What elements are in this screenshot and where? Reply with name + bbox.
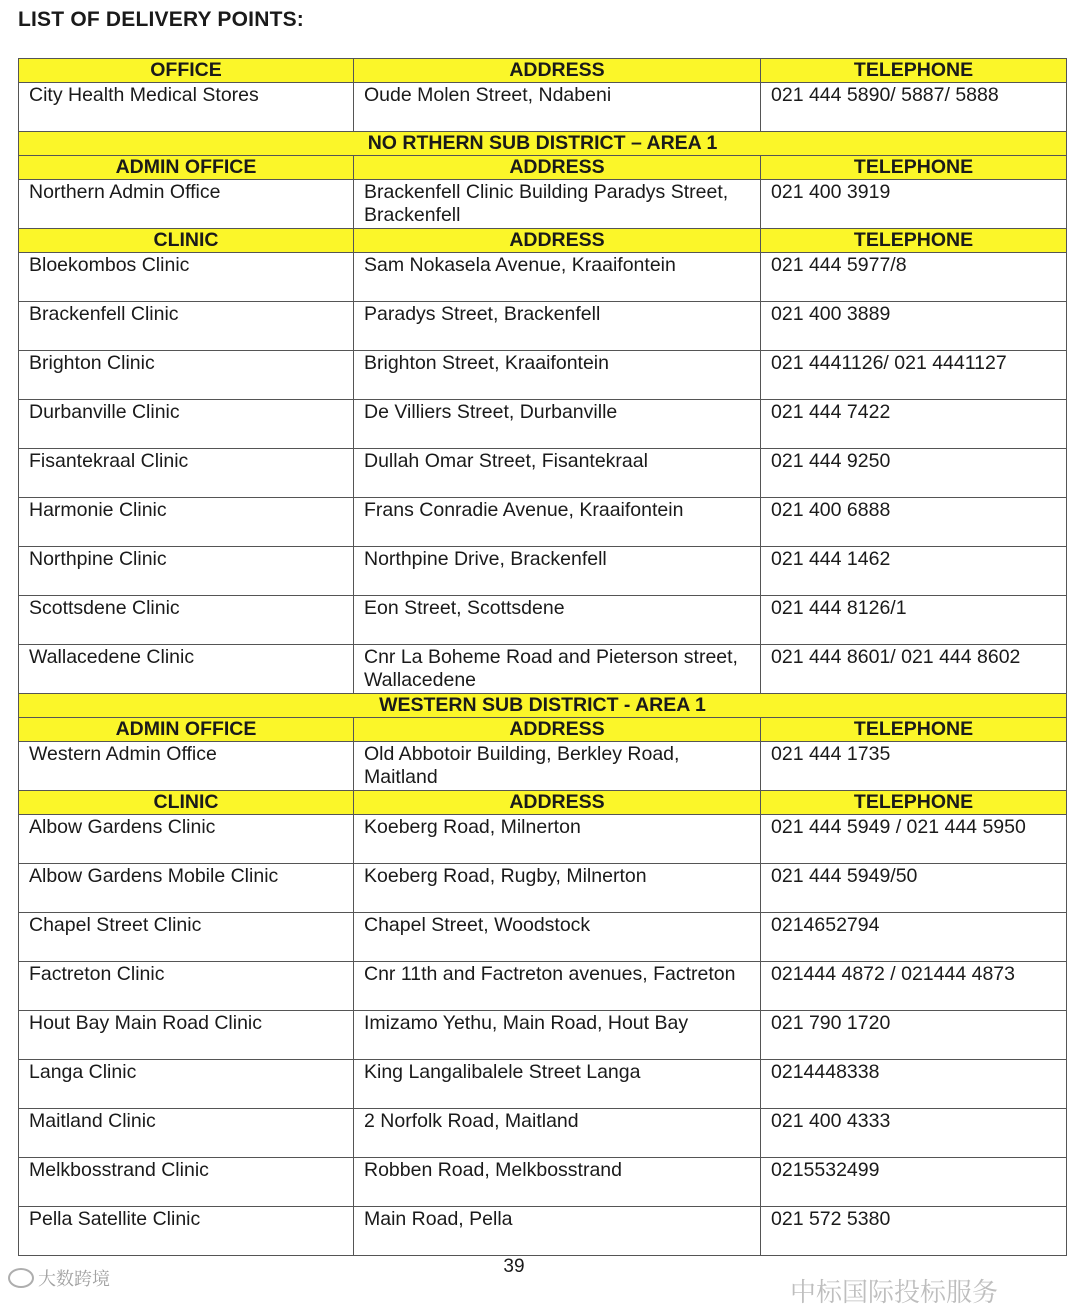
cell-address: Old Abbotoir Building, Berkley Road, Maitland: [354, 742, 761, 791]
cell-address: Northpine Drive, Brackenfell: [354, 547, 761, 596]
cell-telephone: 021 444 5977/8: [761, 253, 1067, 302]
header-telephone: TELEPHONE: [761, 156, 1067, 180]
table-row: [19, 1011, 1067, 1060]
cell-address: Paradys Street, Brackenfell: [354, 302, 761, 351]
column-header-row: [19, 718, 1067, 742]
cell-address: Sam Nokasela Avenue, Kraaifontein: [354, 253, 761, 302]
cell-office: Pella Satellite Clinic: [19, 1207, 354, 1256]
cell-address: Eon Street, Scottsdene: [354, 596, 761, 645]
cell-address: Cnr La Boheme Road and Pieterson street, Wallacedene: [354, 645, 761, 694]
table-row: [19, 1158, 1067, 1207]
cell-office: Wallacedene Clinic: [19, 645, 354, 694]
cell-address: Koeberg Road, Rugby, Milnerton: [354, 864, 761, 913]
cell-office: Scottsdene Clinic: [19, 596, 354, 645]
header-telephone: TELEPHONE: [761, 791, 1067, 815]
cell-telephone: 021 790 1720: [761, 1011, 1067, 1060]
watermark-right: 中标国际投标服务: [790, 1277, 999, 1307]
table-row: [19, 962, 1067, 1011]
table-row: [19, 351, 1067, 400]
header-address: ADDRESS: [354, 791, 761, 815]
header-address: ADDRESS: [354, 156, 761, 180]
table-row: [19, 498, 1067, 547]
table-row: [19, 1060, 1067, 1109]
header-office: CLINIC: [19, 229, 354, 253]
column-header-row: [19, 229, 1067, 253]
column-header-row: [19, 156, 1067, 180]
cell-office: Western Admin Office: [19, 742, 354, 791]
cell-telephone: 021 444 7422: [761, 400, 1067, 449]
cell-office: Harmonie Clinic: [19, 498, 354, 547]
cell-address: Brackenfell Clinic Building Paradys Street, Brackenfell: [354, 180, 761, 229]
cell-office: Melkbosstrand Clinic: [19, 1158, 354, 1207]
delivery-points-table: [18, 58, 1067, 1256]
table-row: [19, 913, 1067, 962]
cell-office: Langa Clinic: [19, 1060, 354, 1109]
cell-telephone: 021 400 3889: [761, 302, 1067, 351]
cell-office: Chapel Street Clinic: [19, 913, 354, 962]
cell-office: Maitland Clinic: [19, 1109, 354, 1158]
table-row: [19, 253, 1067, 302]
column-header-row: [19, 59, 1067, 83]
cell-office: Albow Gardens Mobile Clinic: [19, 864, 354, 913]
section-header-row: [19, 694, 1067, 718]
cell-office: Factreton Clinic: [19, 962, 354, 1011]
cell-telephone: 021 444 5949 / 021 444 5950: [761, 815, 1067, 864]
header-office: OFFICE: [19, 59, 354, 83]
section-title: WESTERN SUB DISTRICT - AREA 1: [19, 694, 1067, 718]
cell-telephone: 021 444 1735: [761, 742, 1067, 791]
header-address: ADDRESS: [354, 718, 761, 742]
section-header-row: [19, 132, 1067, 156]
header-address: ADDRESS: [354, 229, 761, 253]
cell-address: Brighton Street, Kraaifontein: [354, 351, 761, 400]
cell-telephone: 0214448338: [761, 1060, 1067, 1109]
cell-telephone: 021 444 1462: [761, 547, 1067, 596]
cell-office: Northern Admin Office: [19, 180, 354, 229]
table-row: [19, 400, 1067, 449]
cell-telephone: 021 444 8601/ 021 444 8602: [761, 645, 1067, 694]
cell-office: Bloekombos Clinic: [19, 253, 354, 302]
watermark-left-text: 大数跨境: [38, 1269, 110, 1289]
table-row: [19, 596, 1067, 645]
table-row: [19, 1207, 1067, 1256]
cell-telephone: 021 400 6888: [761, 498, 1067, 547]
cell-telephone: 021444 4872 / 021444 4873: [761, 962, 1067, 1011]
watermark-left: [8, 1265, 110, 1291]
cell-address: Oude Molen Street, Ndabeni: [354, 83, 761, 132]
cell-address: Imizamo Yethu, Main Road, Hout Bay: [354, 1011, 761, 1060]
cell-office: Durbanville Clinic: [19, 400, 354, 449]
cell-office: Albow Gardens Clinic: [19, 815, 354, 864]
cell-address: Dullah Omar Street, Fisantekraal: [354, 449, 761, 498]
cell-telephone: 021 4441126/ 021 4441127: [761, 351, 1067, 400]
cell-telephone: 021 444 5949/50: [761, 864, 1067, 913]
table-row: [19, 547, 1067, 596]
page-heading: LIST OF DELIVERY POINTS:: [18, 8, 304, 31]
header-address: ADDRESS: [354, 59, 761, 83]
table-row: [19, 815, 1067, 864]
header-telephone: TELEPHONE: [761, 59, 1067, 83]
header-office: ADMIN OFFICE: [19, 156, 354, 180]
cell-address: Chapel Street, Woodstock: [354, 913, 761, 962]
cell-telephone: 021 400 3919: [761, 180, 1067, 229]
table-row: [19, 83, 1067, 132]
cell-address: Cnr 11th and Factreton avenues, Factreton: [354, 962, 761, 1011]
cell-telephone: 021 444 8126/1: [761, 596, 1067, 645]
cell-address: King Langalibalele Street Langa: [354, 1060, 761, 1109]
section-title: NO RTHERN SUB DISTRICT – AREA 1: [19, 132, 1067, 156]
cell-telephone: 0215532499: [761, 1158, 1067, 1207]
cell-address: Frans Conradie Avenue, Kraaifontein: [354, 498, 761, 547]
cell-telephone: 021 400 4333: [761, 1109, 1067, 1158]
header-office: ADMIN OFFICE: [19, 718, 354, 742]
cell-telephone: 021 572 5380: [761, 1207, 1067, 1256]
cell-office: Brighton Clinic: [19, 351, 354, 400]
table-row: [19, 449, 1067, 498]
cell-office: Fisantekraal Clinic: [19, 449, 354, 498]
cell-address: Koeberg Road, Milnerton: [354, 815, 761, 864]
header-telephone: TELEPHONE: [761, 229, 1067, 253]
cell-address: De Villiers Street, Durbanville: [354, 400, 761, 449]
header-telephone: TELEPHONE: [761, 718, 1067, 742]
watermark-logo-icon: [8, 1268, 34, 1288]
cell-office: Hout Bay Main Road Clinic: [19, 1011, 354, 1060]
table-row: [19, 645, 1067, 694]
table-row: [19, 742, 1067, 791]
cell-telephone: 0214652794: [761, 913, 1067, 962]
table-row: [19, 864, 1067, 913]
cell-address: 2 Norfolk Road, Maitland: [354, 1109, 761, 1158]
cell-telephone: 021 444 9250: [761, 449, 1067, 498]
table-row: [19, 1109, 1067, 1158]
cell-address: Main Road, Pella: [354, 1207, 761, 1256]
page-number: 39: [503, 1256, 525, 1277]
cell-office: Northpine Clinic: [19, 547, 354, 596]
table-row: [19, 302, 1067, 351]
cell-office: City Health Medical Stores: [19, 83, 354, 132]
header-office: CLINIC: [19, 791, 354, 815]
table-row: [19, 180, 1067, 229]
column-header-row: [19, 791, 1067, 815]
cell-telephone: 021 444 5890/ 5887/ 5888: [761, 83, 1067, 132]
cell-office: Brackenfell Clinic: [19, 302, 354, 351]
cell-address: Robben Road, Melkbosstrand: [354, 1158, 761, 1207]
